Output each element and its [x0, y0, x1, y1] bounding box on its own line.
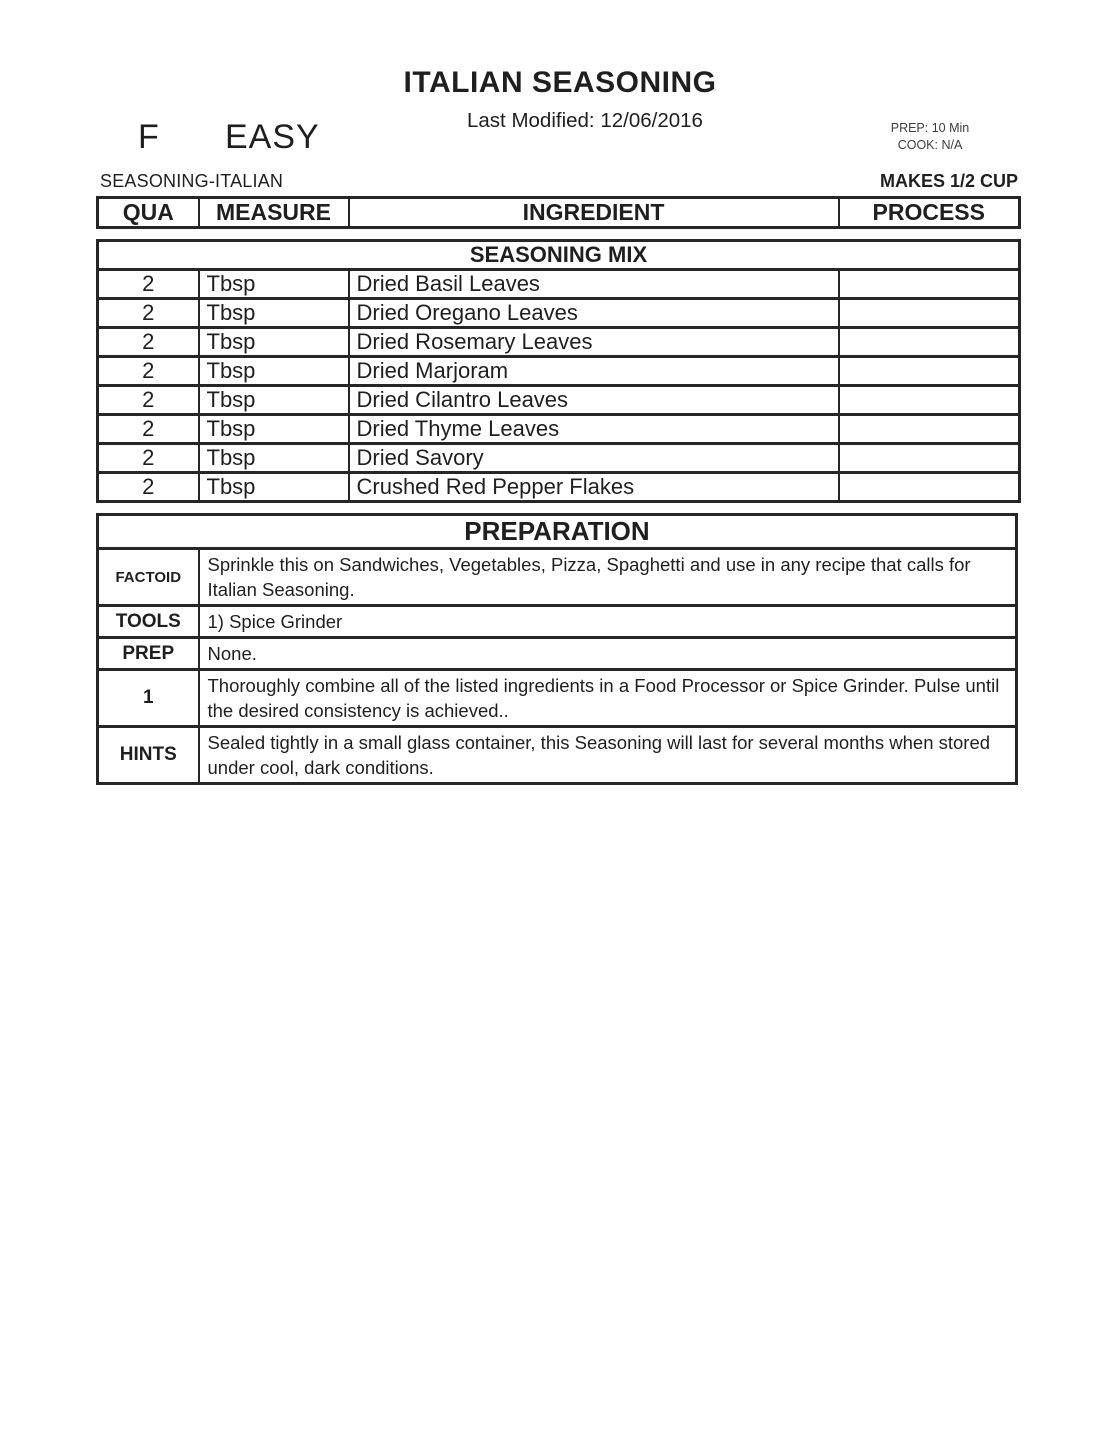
ingredient-process	[839, 386, 1020, 415]
ingredient-quantity: 2	[98, 270, 199, 299]
ingredient-measure: Tbsp	[199, 328, 349, 357]
prep-time: PREP: 10 Min	[890, 121, 970, 135]
ingredient-row	[98, 357, 1020, 386]
col-header-process: PROCESS	[839, 198, 1020, 228]
ingredient-row	[98, 444, 1020, 473]
preparation-row-label: HINTS	[98, 727, 199, 784]
preparation-header-row	[98, 515, 1017, 549]
preparation-row-text: Sealed tightly in a small glass container, this Seasoning will last for several months when stored under cool, dark conditions.	[199, 727, 1017, 784]
ingredient-process	[839, 299, 1020, 328]
ingredient-measure: Tbsp	[199, 473, 349, 502]
ingredient-name: Dried Cilantro Leaves	[349, 386, 839, 415]
preparation-row-label: 1	[98, 670, 199, 727]
page-title: ITALIAN SEASONING	[403, 66, 717, 99]
preparation-row-label: FACTOID	[98, 549, 199, 606]
ingredient-row	[98, 415, 1020, 444]
col-header-measure: MEASURE	[199, 198, 349, 228]
ingredient-process	[839, 328, 1020, 357]
ingredient-quantity: 2	[98, 299, 199, 328]
preparation-row-text: None.	[199, 638, 1017, 670]
preparation-row-label: TOOLS	[98, 606, 199, 638]
ingredient-row	[98, 473, 1020, 502]
ingredient-table	[96, 239, 1021, 503]
ingredient-name: Dried Rosemary Leaves	[349, 328, 839, 357]
preparation-row-text: Sprinkle this on Sandwiches, Vegetables, Pizza, Spaghetti and use in any recipe that calls for Italian Seasoning.	[199, 549, 1017, 606]
column-header-row	[98, 198, 1020, 228]
ingredient-name: Dried Savory	[349, 444, 839, 473]
preparation-row	[98, 638, 1017, 670]
preparation-title: PREPARATION	[98, 515, 1017, 549]
column-header-table	[96, 196, 1021, 229]
last-modified: Last Modified: 12/06/2016	[467, 109, 703, 132]
ingredient-row	[98, 299, 1020, 328]
ingredient-measure: Tbsp	[199, 444, 349, 473]
preparation-row	[98, 670, 1017, 727]
ingredient-process	[839, 415, 1020, 444]
yield-label: MAKES 1/2 CUP	[879, 171, 1018, 191]
ingredient-row	[98, 386, 1020, 415]
recipe-category: SEASONING-ITALIAN	[100, 171, 284, 191]
preparation-row	[98, 727, 1017, 784]
preparation-row-label: PREP	[98, 638, 199, 670]
ingredient-name: Crushed Red Pepper Flakes	[349, 473, 839, 502]
ingredient-name: Dried Marjoram	[349, 357, 839, 386]
ingredient-quantity: 2	[98, 444, 199, 473]
col-header-ingredient: INGREDIENT	[349, 198, 839, 228]
ingredient-name: Dried Basil Leaves	[349, 270, 839, 299]
preparation-row	[98, 606, 1017, 638]
preparation-row	[98, 549, 1017, 606]
preparation-row-text: Thoroughly combine all of the listed ingredients in a Food Processor or Spice Grinder. Pulse until the desired consistency is achieved..	[199, 670, 1017, 727]
cook-time: COOK: N/A	[897, 138, 963, 152]
preparation-row-text: 1) Spice Grinder	[199, 606, 1017, 638]
ingredient-name: Dried Thyme Leaves	[349, 415, 839, 444]
ingredient-quantity: 2	[98, 473, 199, 502]
ingredient-process	[839, 270, 1020, 299]
ingredient-measure: Tbsp	[199, 357, 349, 386]
ingredient-measure: Tbsp	[199, 270, 349, 299]
ingredient-quantity: 2	[98, 415, 199, 444]
ingredient-row	[98, 328, 1020, 357]
ingredient-measure: Tbsp	[199, 386, 349, 415]
ingredient-quantity: 2	[98, 357, 199, 386]
ingredient-name: Dried Oregano Leaves	[349, 299, 839, 328]
section-title: SEASONING MIX	[98, 241, 1020, 270]
col-header-qua: QUA	[98, 198, 199, 228]
recipe-body	[96, 196, 1018, 785]
ingredient-process	[839, 473, 1020, 502]
ingredient-process	[839, 444, 1020, 473]
ingredient-measure: Tbsp	[199, 415, 349, 444]
ingredient-process	[839, 357, 1020, 386]
section-header-row	[98, 241, 1020, 270]
ingredient-quantity: 2	[98, 386, 199, 415]
ingredient-quantity: 2	[98, 328, 199, 357]
difficulty-label: EASY	[225, 118, 320, 156]
ingredient-row	[98, 270, 1020, 299]
time-info	[880, 120, 980, 154]
ingredient-measure: Tbsp	[199, 299, 349, 328]
preparation-table	[96, 513, 1018, 785]
grade-letter: F	[138, 118, 159, 156]
